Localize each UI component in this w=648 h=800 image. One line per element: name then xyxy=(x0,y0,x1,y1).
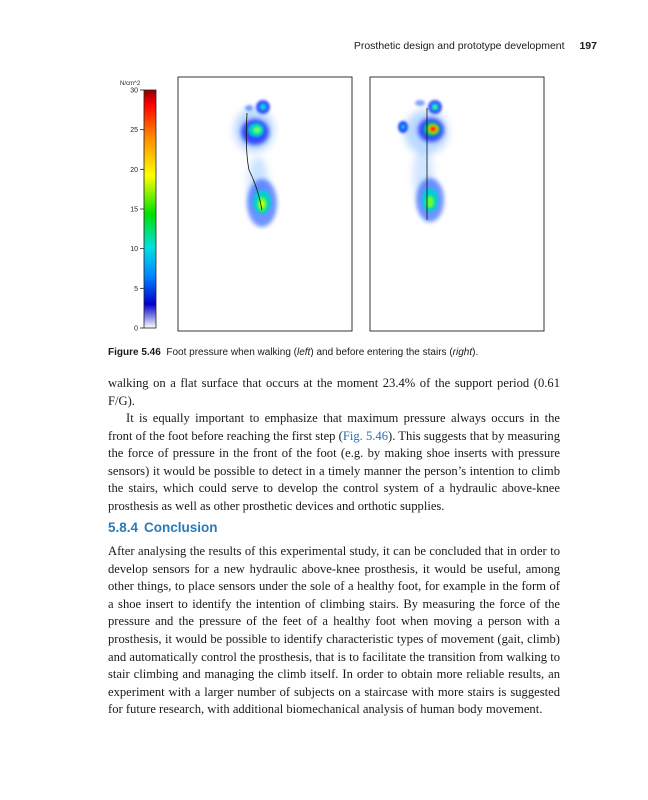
caption-text-3: ). xyxy=(472,347,479,358)
caption-right: right xyxy=(452,347,473,358)
paragraph2-text-a: It is equally important to emphasize that maximum pressure always occurs in the front of the foot before reaching the first step ( xyxy=(108,411,560,443)
colorbar-tick-label: 25 xyxy=(130,127,138,135)
caption-label: Figure 5.46 xyxy=(108,347,161,358)
running-head-title: Prosthetic design and prototype development xyxy=(353,40,565,52)
colorbar-tick-label: 20 xyxy=(130,166,138,174)
section-number: 5.8.4 xyxy=(108,520,139,535)
colorbar xyxy=(120,81,156,333)
colorbar-tick-label: 30 xyxy=(130,87,138,95)
colorbar-tick-label: 10 xyxy=(130,246,138,254)
colorbar-scale xyxy=(144,90,156,328)
paragraph-conclusion: After analysing the results of this experimental study, it can be concluded that in order to develop sensors for a new hydraulic above-knee prosthesis, it would be useful, among other things, to place sensors under the sole of a healthy foot, for example in the form of a shoe insert to identify the intention of climbing stairs. By measuring the force of the pressure and the pressure of the feet of a healthy foot when moving a person with a prosthesis, it would be possible to identify characteristic types of movement (gait, climb) and automatically control the prosthesis, that is to facilitate the transition from walking to stair climbing and managing the climb itself. In order to obtain more reliable results, an experiment with a larger number of subjects on a staircase with more stairs is suggested for future research, with additional biomechanical analysis of human body movement. xyxy=(108,544,560,717)
colorbar-tick-label: 0 xyxy=(134,325,138,333)
pressure-panel-right xyxy=(370,77,544,331)
colorbar-tick-label: 5 xyxy=(134,285,138,293)
pressure-panel-left xyxy=(178,77,352,331)
figure-caption xyxy=(108,347,568,358)
paragraph2-text-b: ). This suggests that by measuring the force of pressure in the front of the foot (e.g. by making shoe inserts with pressure sensors) it would be possible to detect in a timely manner the person’s intention to climb the stairs, which could serve to develop the control system of a hydraulic above-knee prosthesis as well as other prosthetic devices and orthotic supplies. xyxy=(108,428,560,513)
page-number: 197 xyxy=(579,40,597,52)
paragraph-max-pressure xyxy=(108,410,560,516)
paragraph-continuation: walking on a flat surface that occurs at the moment 23.4% of the support period (0.61 F/G). xyxy=(108,376,560,408)
section-heading xyxy=(108,520,218,535)
caption-text-2: ) and before entering the stairs ( xyxy=(310,347,453,358)
caption-text-1: Foot pressure when walking ( xyxy=(166,347,297,358)
caption-left: left xyxy=(297,347,311,358)
panel-right-frame xyxy=(370,77,544,331)
figure-reference-link[interactable]: Fig. 5.46 xyxy=(342,428,389,443)
running-head xyxy=(354,40,597,52)
colorbar-ticks xyxy=(130,88,144,333)
colorbar-tick-label: 15 xyxy=(130,206,138,214)
figure-5-46 xyxy=(108,70,548,340)
foot-pressure-figure xyxy=(108,70,548,340)
section-title: Conclusion xyxy=(144,520,218,535)
colorbar-unit-label: N/cm^2 xyxy=(120,81,141,87)
